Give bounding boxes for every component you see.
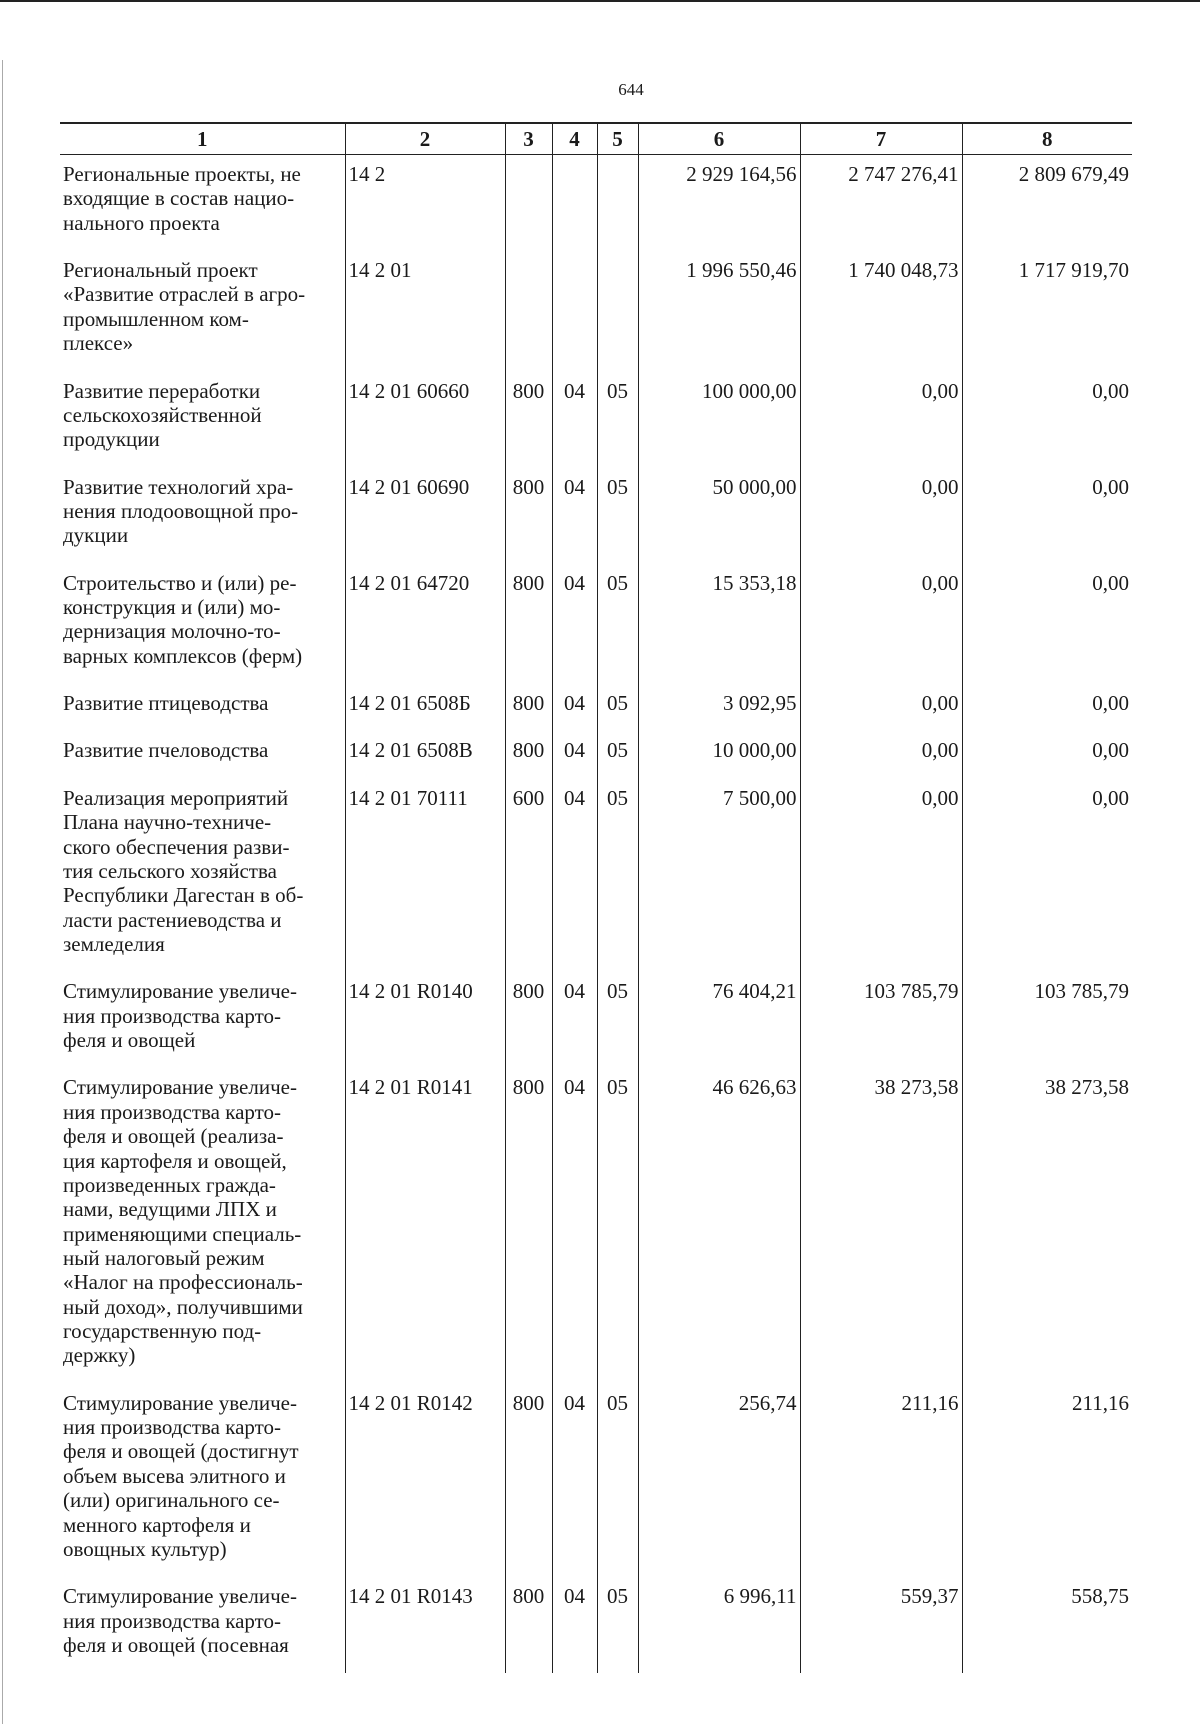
table-row — [60, 468, 1132, 564]
table-row — [60, 251, 1132, 371]
row-name-line: государственную под- — [63, 1319, 262, 1344]
row-name-line: применяющими специаль- — [63, 1221, 302, 1246]
row-name-line: произведенных гражда- — [63, 1172, 276, 1197]
section-cell: 04 — [552, 684, 597, 731]
row-name-cell — [60, 731, 345, 778]
amount-col7-cell: 0,00 — [800, 779, 962, 973]
table-header-row — [60, 123, 1132, 155]
amount-col7-cell: 0,00 — [800, 564, 962, 684]
row-name-line: ния производства карто- — [63, 1608, 282, 1633]
section-cell: 04 — [552, 1384, 597, 1578]
row-name-line: нения плодоовощной про- — [63, 498, 299, 523]
section-cell — [552, 251, 597, 371]
classification-code-cell: 14 2 01 — [345, 251, 505, 371]
budget-table — [60, 122, 1132, 1673]
amount-col8-cell: 558,75 — [962, 1577, 1132, 1673]
row-name-line: конструкция и (или) мо- — [63, 595, 281, 620]
amount-col6-cell: 46 626,63 — [638, 1068, 800, 1383]
subsection-cell: 05 — [597, 779, 638, 973]
table-row — [60, 1068, 1132, 1383]
amount-col8-cell: 103 785,79 — [962, 972, 1132, 1068]
subsection-cell: 05 — [597, 684, 638, 731]
section-cell: 04 — [552, 372, 597, 468]
amount-col8-cell: 0,00 — [962, 372, 1132, 468]
top-rule — [0, 0, 1200, 2]
header-cell: 6 — [638, 123, 800, 155]
expense-type-cell: 800 — [505, 564, 552, 684]
section-cell: 04 — [552, 779, 597, 973]
row-name-line: ласти растениеводства и — [63, 907, 282, 932]
expense-type-cell: 800 — [505, 1577, 552, 1673]
section-cell: 04 — [552, 1068, 597, 1383]
row-name-line: Стимулирование увеличе- — [63, 1584, 297, 1609]
row-name-cell — [60, 1384, 345, 1578]
amount-col8-cell: 0,00 — [962, 468, 1132, 564]
section-cell — [552, 155, 597, 252]
classification-code-cell: 14 2 01 70111 — [345, 779, 505, 973]
row-name-cell — [60, 372, 345, 468]
subsection-cell: 05 — [597, 1577, 638, 1673]
amount-col6-cell: 7 500,00 — [638, 779, 800, 973]
row-name-cell — [60, 684, 345, 731]
classification-code-cell: 14 2 01 R0141 — [345, 1068, 505, 1383]
table-row — [60, 1384, 1132, 1578]
row-name-line: «Налог на профессиональ- — [63, 1270, 303, 1295]
amount-col7-cell: 0,00 — [800, 684, 962, 731]
row-name-line: держку) — [63, 1343, 136, 1368]
row-name-line: земледелия — [63, 931, 165, 956]
row-name-line: Строительство и (или) ре- — [63, 570, 297, 595]
classification-code-cell: 14 2 01 R0140 — [345, 972, 505, 1068]
classification-code-cell: 14 2 01 60690 — [345, 468, 505, 564]
row-name-line: объем высева элитного и — [63, 1463, 286, 1488]
subsection-cell: 05 — [597, 731, 638, 778]
row-name-line: ского обеспечения разви- — [63, 834, 290, 859]
expense-type-cell: 800 — [505, 468, 552, 564]
row-name-line: дукции — [63, 523, 129, 548]
expense-type-cell — [505, 251, 552, 371]
table-row — [60, 1577, 1132, 1673]
header-cell: 5 — [597, 123, 638, 155]
classification-code-cell: 14 2 01 R0142 — [345, 1384, 505, 1578]
header-cell: 7 — [800, 123, 962, 155]
subsection-cell: 05 — [597, 972, 638, 1068]
row-name-line: феля и овощей (реализа- — [63, 1124, 284, 1149]
row-name-line: продукции — [63, 427, 160, 452]
subsection-cell — [597, 251, 638, 371]
amount-col6-cell: 2 929 164,56 — [638, 155, 800, 252]
amount-col6-cell: 1 996 550,46 — [638, 251, 800, 371]
amount-col8-cell: 0,00 — [962, 731, 1132, 778]
row-name-line: феля и овощей (достигнут — [63, 1439, 299, 1464]
row-name-line: Стимулирование увеличе- — [63, 979, 297, 1004]
amount-col8-cell: 0,00 — [962, 564, 1132, 684]
header-cell: 1 — [60, 123, 345, 155]
row-name-line: тия сельского хозяйства — [63, 858, 277, 883]
header-cell: 8 — [962, 123, 1132, 155]
row-name-cell — [60, 564, 345, 684]
amount-col6-cell: 100 000,00 — [638, 372, 800, 468]
row-name-line: дернизация молочно-то- — [63, 619, 281, 644]
row-name-line: ный доход», получившими — [63, 1294, 303, 1319]
row-name-line: Развитие переработки — [63, 378, 261, 403]
row-name-line: ция картофеля и овощей, — [63, 1148, 287, 1173]
table-row — [60, 972, 1132, 1068]
row-name-line: нами, ведущими ЛПХ и — [63, 1197, 277, 1222]
classification-code-cell: 14 2 01 R0143 — [345, 1577, 505, 1673]
row-name-cell — [60, 972, 345, 1068]
expense-type-cell: 800 — [505, 1068, 552, 1383]
amount-col7-cell: 38 273,58 — [800, 1068, 962, 1383]
row-name-line: Плана научно-техниче- — [63, 810, 272, 835]
amount-col6-cell: 256,74 — [638, 1384, 800, 1578]
amount-col7-cell: 0,00 — [800, 731, 962, 778]
classification-code-cell: 14 2 01 6508Б — [345, 684, 505, 731]
amount-col8-cell: 1 717 919,70 — [962, 251, 1132, 371]
row-name-cell — [60, 468, 345, 564]
row-name-line: Региональный проект — [63, 258, 258, 283]
row-name-line: Стимулирование увеличе- — [63, 1075, 297, 1100]
subsection-cell: 05 — [597, 1384, 638, 1578]
expense-type-cell: 800 — [505, 731, 552, 778]
section-cell: 04 — [552, 972, 597, 1068]
row-name-line: ния производства карто- — [63, 1415, 282, 1440]
header-cell: 4 — [552, 123, 597, 155]
amount-col7-cell: 0,00 — [800, 372, 962, 468]
expense-type-cell: 600 — [505, 779, 552, 973]
subsection-cell: 05 — [597, 1068, 638, 1383]
row-name-line: Республики Дагестан в об- — [63, 883, 304, 908]
amount-col8-cell: 2 809 679,49 — [962, 155, 1132, 252]
row-name-line: Реализация мероприятий — [63, 785, 289, 810]
classification-code-cell: 14 2 — [345, 155, 505, 252]
row-name-line: входящие в состав нацио- — [63, 186, 295, 211]
row-name-line: плексе» — [63, 331, 134, 356]
header-cell: 3 — [505, 123, 552, 155]
amount-col6-cell: 15 353,18 — [638, 564, 800, 684]
row-name-line: варных комплексов (ферм) — [63, 643, 303, 668]
row-name-cell — [60, 155, 345, 252]
classification-code-cell: 14 2 01 60660 — [345, 372, 505, 468]
row-name-line: промышленном ком- — [63, 306, 249, 331]
left-margin-rule — [2, 60, 3, 1724]
table-row — [60, 564, 1132, 684]
row-name-line: Развитие технологий хра- — [63, 474, 294, 499]
amount-col7-cell: 2 747 276,41 — [800, 155, 962, 252]
section-cell: 04 — [552, 1577, 597, 1673]
section-cell: 04 — [552, 564, 597, 684]
expense-type-cell: 800 — [505, 372, 552, 468]
row-name-line: «Развитие отраслей в агро- — [63, 282, 306, 307]
classification-code-cell: 14 2 01 6508В — [345, 731, 505, 778]
row-name-line: овощных культур) — [63, 1536, 227, 1561]
row-name-line: сельскохозяйственной — [63, 402, 262, 427]
amount-col8-cell: 0,00 — [962, 684, 1132, 731]
table-row — [60, 731, 1132, 778]
row-name-line: ния производства карто- — [63, 1003, 282, 1028]
table-body — [60, 155, 1132, 1674]
amount-col7-cell: 559,37 — [800, 1577, 962, 1673]
amount-col7-cell: 211,16 — [800, 1384, 962, 1578]
section-cell: 04 — [552, 731, 597, 778]
row-name-cell — [60, 1577, 345, 1673]
amount-col7-cell: 103 785,79 — [800, 972, 962, 1068]
amount-col6-cell: 50 000,00 — [638, 468, 800, 564]
row-name-line: Стимулирование увеличе- — [63, 1390, 297, 1415]
subsection-cell — [597, 155, 638, 252]
expense-type-cell — [505, 155, 552, 252]
row-name-line: нального проекта — [63, 210, 220, 235]
row-name-cell — [60, 779, 345, 973]
subsection-cell: 05 — [597, 564, 638, 684]
subsection-cell: 05 — [597, 468, 638, 564]
table-row — [60, 372, 1132, 468]
amount-col6-cell: 6 996,11 — [638, 1577, 800, 1673]
expense-type-cell: 800 — [505, 972, 552, 1068]
header-cell: 2 — [345, 123, 505, 155]
row-name-line: ния производства карто- — [63, 1099, 282, 1124]
row-name-line: феля и овощей — [63, 1028, 196, 1053]
row-name-line: Региональные проекты, не — [63, 162, 301, 186]
amount-col6-cell: 3 092,95 — [638, 684, 800, 731]
classification-code-cell: 14 2 01 64720 — [345, 564, 505, 684]
row-name-line: (или) оригинального се- — [63, 1488, 280, 1513]
expense-type-cell: 800 — [505, 684, 552, 731]
row-name-line: Развитие птицеводства — [63, 691, 269, 716]
row-name-line: феля и овощей (посевная — [63, 1632, 289, 1657]
table-row — [60, 684, 1132, 731]
page-number: 644 — [618, 80, 644, 99]
row-name-cell — [60, 251, 345, 371]
amount-col8-cell: 0,00 — [962, 779, 1132, 973]
amount-col8-cell: 38 273,58 — [962, 1068, 1132, 1383]
amount-col7-cell: 1 740 048,73 — [800, 251, 962, 371]
amount-col7-cell: 0,00 — [800, 468, 962, 564]
row-name-line: менного картофеля и — [63, 1512, 251, 1537]
row-name-line: ный налоговый режим — [63, 1245, 265, 1270]
row-name-cell — [60, 1068, 345, 1383]
row-name-line: Развитие пчеловодства — [63, 738, 269, 763]
table-row — [60, 155, 1132, 252]
amount-col8-cell: 211,16 — [962, 1384, 1132, 1578]
table-row — [60, 779, 1132, 973]
amount-col6-cell: 10 000,00 — [638, 731, 800, 778]
section-cell: 04 — [552, 468, 597, 564]
amount-col6-cell: 76 404,21 — [638, 972, 800, 1068]
subsection-cell: 05 — [597, 372, 638, 468]
expense-type-cell: 800 — [505, 1384, 552, 1578]
